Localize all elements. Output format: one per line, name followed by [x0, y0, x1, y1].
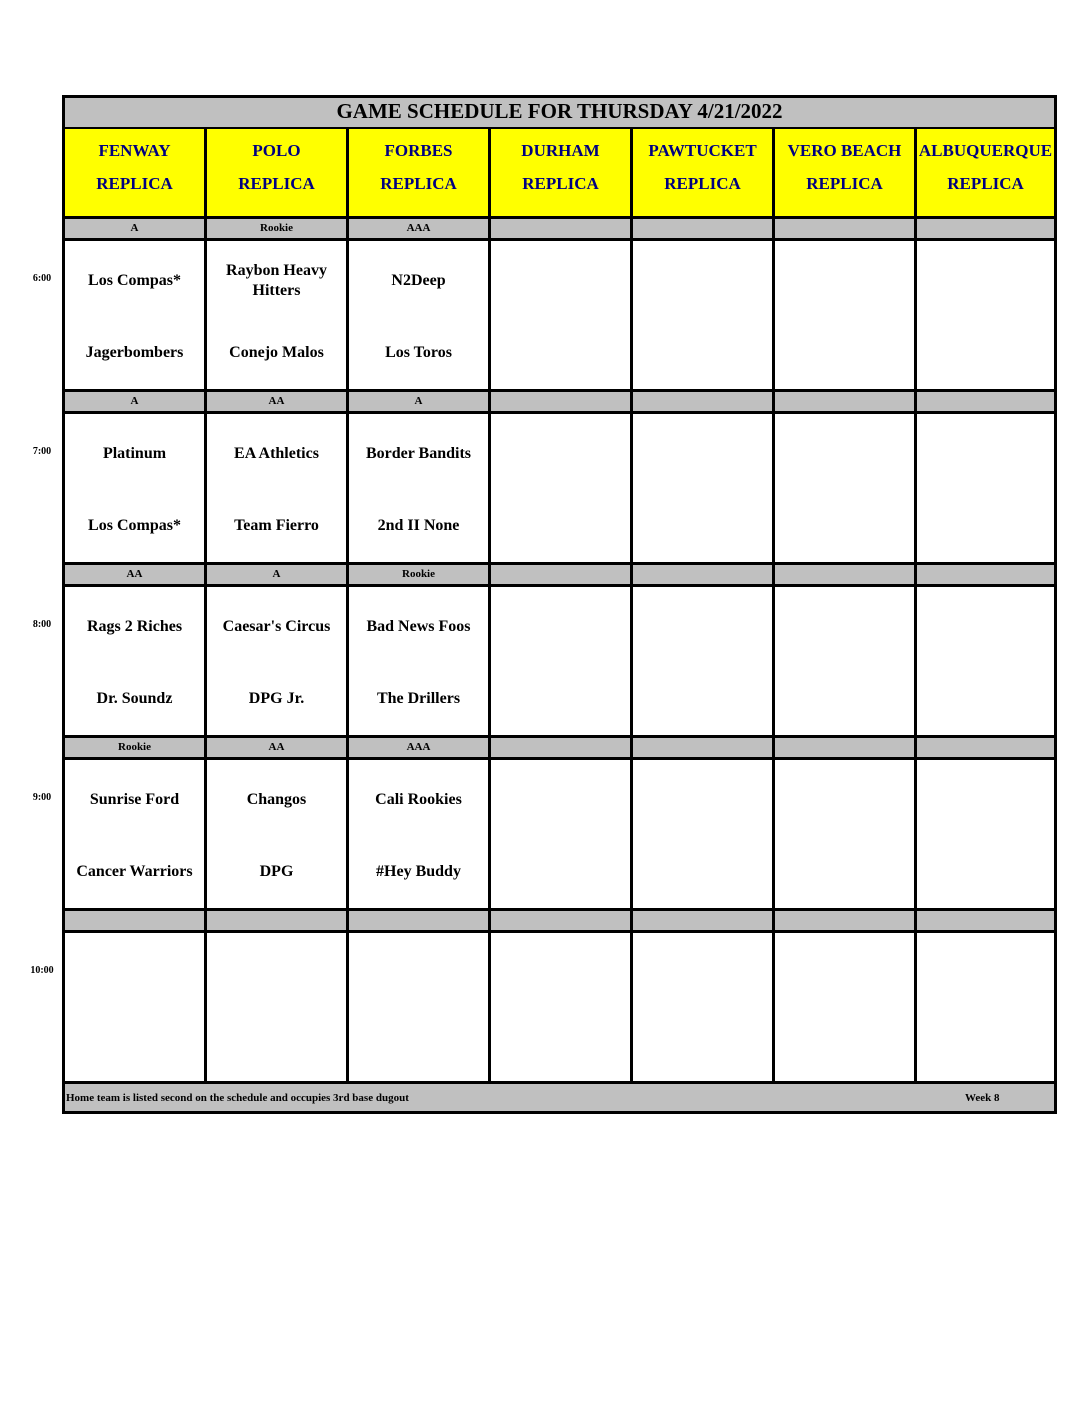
- division-label: [488, 216, 630, 238]
- division-label: AAA: [346, 735, 488, 757]
- division-label: [914, 216, 1057, 238]
- division-label: [772, 389, 914, 411]
- home-team: Jagerbombers: [85, 344, 184, 361]
- away-team: [777, 605, 912, 649]
- footer-note: Home team is listed second on the schedule and occupies 3rd base dugout: [66, 1092, 409, 1104]
- game-row: [62, 930, 1057, 1081]
- division-label: [488, 562, 630, 584]
- away-team: [493, 605, 628, 649]
- field-subtitle: REPLICA: [238, 174, 315, 193]
- division-label: [62, 908, 204, 930]
- away-team: [919, 951, 1052, 995]
- game-cell: [488, 757, 630, 908]
- field-name: FENWAY: [98, 141, 171, 160]
- field-name: VERO BEACH: [787, 141, 902, 160]
- division-row: [62, 216, 1057, 238]
- away-team: [919, 259, 1052, 303]
- footer-row: [62, 1081, 1057, 1114]
- away-team: [67, 951, 202, 995]
- time-label: 7:00: [32, 446, 52, 457]
- away-team: [919, 778, 1052, 822]
- division-label: A: [346, 389, 488, 411]
- home-team: Dr. Soundz: [96, 690, 173, 707]
- division-row: [62, 562, 1057, 584]
- week-label: Week 8: [965, 1092, 1000, 1104]
- game-cell: [62, 411, 204, 562]
- division-label: A: [62, 216, 204, 238]
- division-label: Rookie: [204, 216, 346, 238]
- home-team: Los Compas*: [88, 517, 181, 534]
- division-label: [772, 562, 914, 584]
- field-header: [914, 127, 1057, 216]
- schedule-sheet: [62, 95, 1057, 1114]
- away-team: Bad News Foos: [366, 618, 471, 635]
- time-label: 10:00: [30, 965, 54, 976]
- game-cell: [346, 411, 488, 562]
- away-team: Los Compas*: [88, 272, 181, 289]
- game-cell: [488, 238, 630, 389]
- away-team: Border Bandits: [365, 445, 472, 462]
- division-label: AA: [204, 735, 346, 757]
- division-label: [914, 908, 1057, 930]
- game-cell: [772, 757, 914, 908]
- division-label: [630, 562, 772, 584]
- away-team: [635, 432, 770, 476]
- division-label: Rookie: [346, 562, 488, 584]
- field-name: FORBES: [384, 141, 453, 160]
- game-cell: [630, 411, 772, 562]
- away-team: [493, 778, 628, 822]
- division-label: [630, 908, 772, 930]
- home-team: 2nd II None: [377, 517, 460, 534]
- game-row: [62, 584, 1057, 735]
- away-team: EA Athletics: [234, 445, 319, 462]
- division-label: Rookie: [62, 735, 204, 757]
- game-cell: [914, 757, 1057, 908]
- game-cell: [488, 411, 630, 562]
- game-cell: [914, 411, 1057, 562]
- away-team: [777, 259, 912, 303]
- field-subtitle: REPLICA: [522, 174, 599, 193]
- away-team: Cali Rookies: [375, 791, 462, 808]
- home-team: DPG Jr.: [248, 690, 305, 707]
- field-header-row: [62, 127, 1057, 216]
- home-team: Los Toros: [385, 344, 452, 361]
- game-cell: [488, 584, 630, 735]
- home-team: Team Fierro: [234, 517, 319, 534]
- division-label: AA: [204, 389, 346, 411]
- game-cell: [346, 584, 488, 735]
- field-subtitle: REPLICA: [96, 174, 173, 193]
- game-row: [62, 411, 1057, 562]
- away-team: [777, 951, 912, 995]
- division-row: [62, 389, 1057, 411]
- away-team: [493, 259, 628, 303]
- field-name: POLO: [252, 141, 301, 160]
- away-team: [351, 951, 486, 995]
- game-row: [62, 238, 1057, 389]
- game-cell: [772, 930, 914, 1081]
- field-name: PAWTUCKET: [648, 141, 757, 160]
- division-label: [204, 908, 346, 930]
- field-header: [204, 127, 346, 216]
- game-cell: [772, 584, 914, 735]
- game-cell: [204, 930, 346, 1081]
- time-label: 6:00: [32, 273, 52, 284]
- game-cell: [204, 757, 346, 908]
- away-team: [635, 951, 770, 995]
- game-cell: [62, 757, 204, 908]
- field-header: [630, 127, 772, 216]
- game-cell: [62, 238, 204, 389]
- division-row: [62, 908, 1057, 930]
- game-cell: [488, 930, 630, 1081]
- away-team: [919, 605, 1052, 649]
- game-cell: [630, 584, 772, 735]
- time-label: 9:00: [32, 792, 52, 803]
- field-name: DURHAM: [521, 141, 600, 160]
- game-cell: [62, 584, 204, 735]
- division-label: A: [204, 562, 346, 584]
- division-label: A: [62, 389, 204, 411]
- game-cell: [914, 930, 1057, 1081]
- title-row: [62, 95, 1057, 127]
- time-label: 8:00: [32, 619, 52, 630]
- game-row: [62, 757, 1057, 908]
- field-header: [772, 127, 914, 216]
- field-header: [62, 127, 204, 216]
- schedule-title: GAME SCHEDULE FOR THURSDAY 4/21/2022: [336, 98, 783, 123]
- division-label: [772, 216, 914, 238]
- game-cell: [772, 238, 914, 389]
- home-team: Cancer Warriors: [76, 863, 193, 880]
- game-cell: [630, 757, 772, 908]
- division-label: [488, 389, 630, 411]
- away-team: Sunrise Ford: [89, 791, 180, 808]
- away-team: [777, 778, 912, 822]
- away-team: [635, 605, 770, 649]
- game-cell: [630, 238, 772, 389]
- field-name: ALBUQUERQUE: [918, 141, 1053, 160]
- field-subtitle: REPLICA: [664, 174, 741, 193]
- away-team: [209, 951, 344, 995]
- home-team: #Hey Buddy: [376, 863, 461, 880]
- field-header: [346, 127, 488, 216]
- game-cell: [204, 584, 346, 735]
- game-cell: [204, 411, 346, 562]
- away-team: [919, 432, 1052, 476]
- game-cell: [346, 238, 488, 389]
- division-label: [772, 908, 914, 930]
- game-cell: [346, 757, 488, 908]
- field-header: [488, 127, 630, 216]
- division-row: [62, 735, 1057, 757]
- game-cell: [204, 238, 346, 389]
- game-cell: [914, 584, 1057, 735]
- away-team: [493, 951, 628, 995]
- home-team: The Drillers: [376, 690, 461, 707]
- division-label: AAA: [346, 216, 488, 238]
- away-team: Platinum: [102, 445, 167, 462]
- division-label: [488, 908, 630, 930]
- division-label: [914, 735, 1057, 757]
- division-label: [914, 562, 1057, 584]
- away-team: N2Deep: [391, 272, 446, 289]
- field-subtitle: REPLICA: [380, 174, 457, 193]
- division-label: [630, 735, 772, 757]
- division-label: [914, 389, 1057, 411]
- division-label: AA: [62, 562, 204, 584]
- game-cell: [346, 930, 488, 1081]
- field-subtitle: REPLICA: [947, 174, 1024, 193]
- away-team: Caesar's Circus: [222, 618, 331, 635]
- division-label: [488, 735, 630, 757]
- game-cell: [914, 238, 1057, 389]
- away-team: [635, 259, 770, 303]
- away-team: [493, 432, 628, 476]
- away-team: [635, 778, 770, 822]
- away-team: Changos: [246, 791, 307, 808]
- field-subtitle: REPLICA: [806, 174, 883, 193]
- home-team: DPG: [259, 863, 294, 880]
- game-cell: [630, 930, 772, 1081]
- game-cell: [62, 930, 204, 1081]
- away-team: Rags 2 Riches: [86, 618, 183, 635]
- division-label: [772, 735, 914, 757]
- away-team: Raybon Heavy Hitters: [226, 262, 327, 299]
- game-cell: [772, 411, 914, 562]
- division-label: [630, 216, 772, 238]
- home-team: Conejo Malos: [229, 344, 324, 361]
- division-label: [346, 908, 488, 930]
- away-team: [777, 432, 912, 476]
- division-label: [630, 389, 772, 411]
